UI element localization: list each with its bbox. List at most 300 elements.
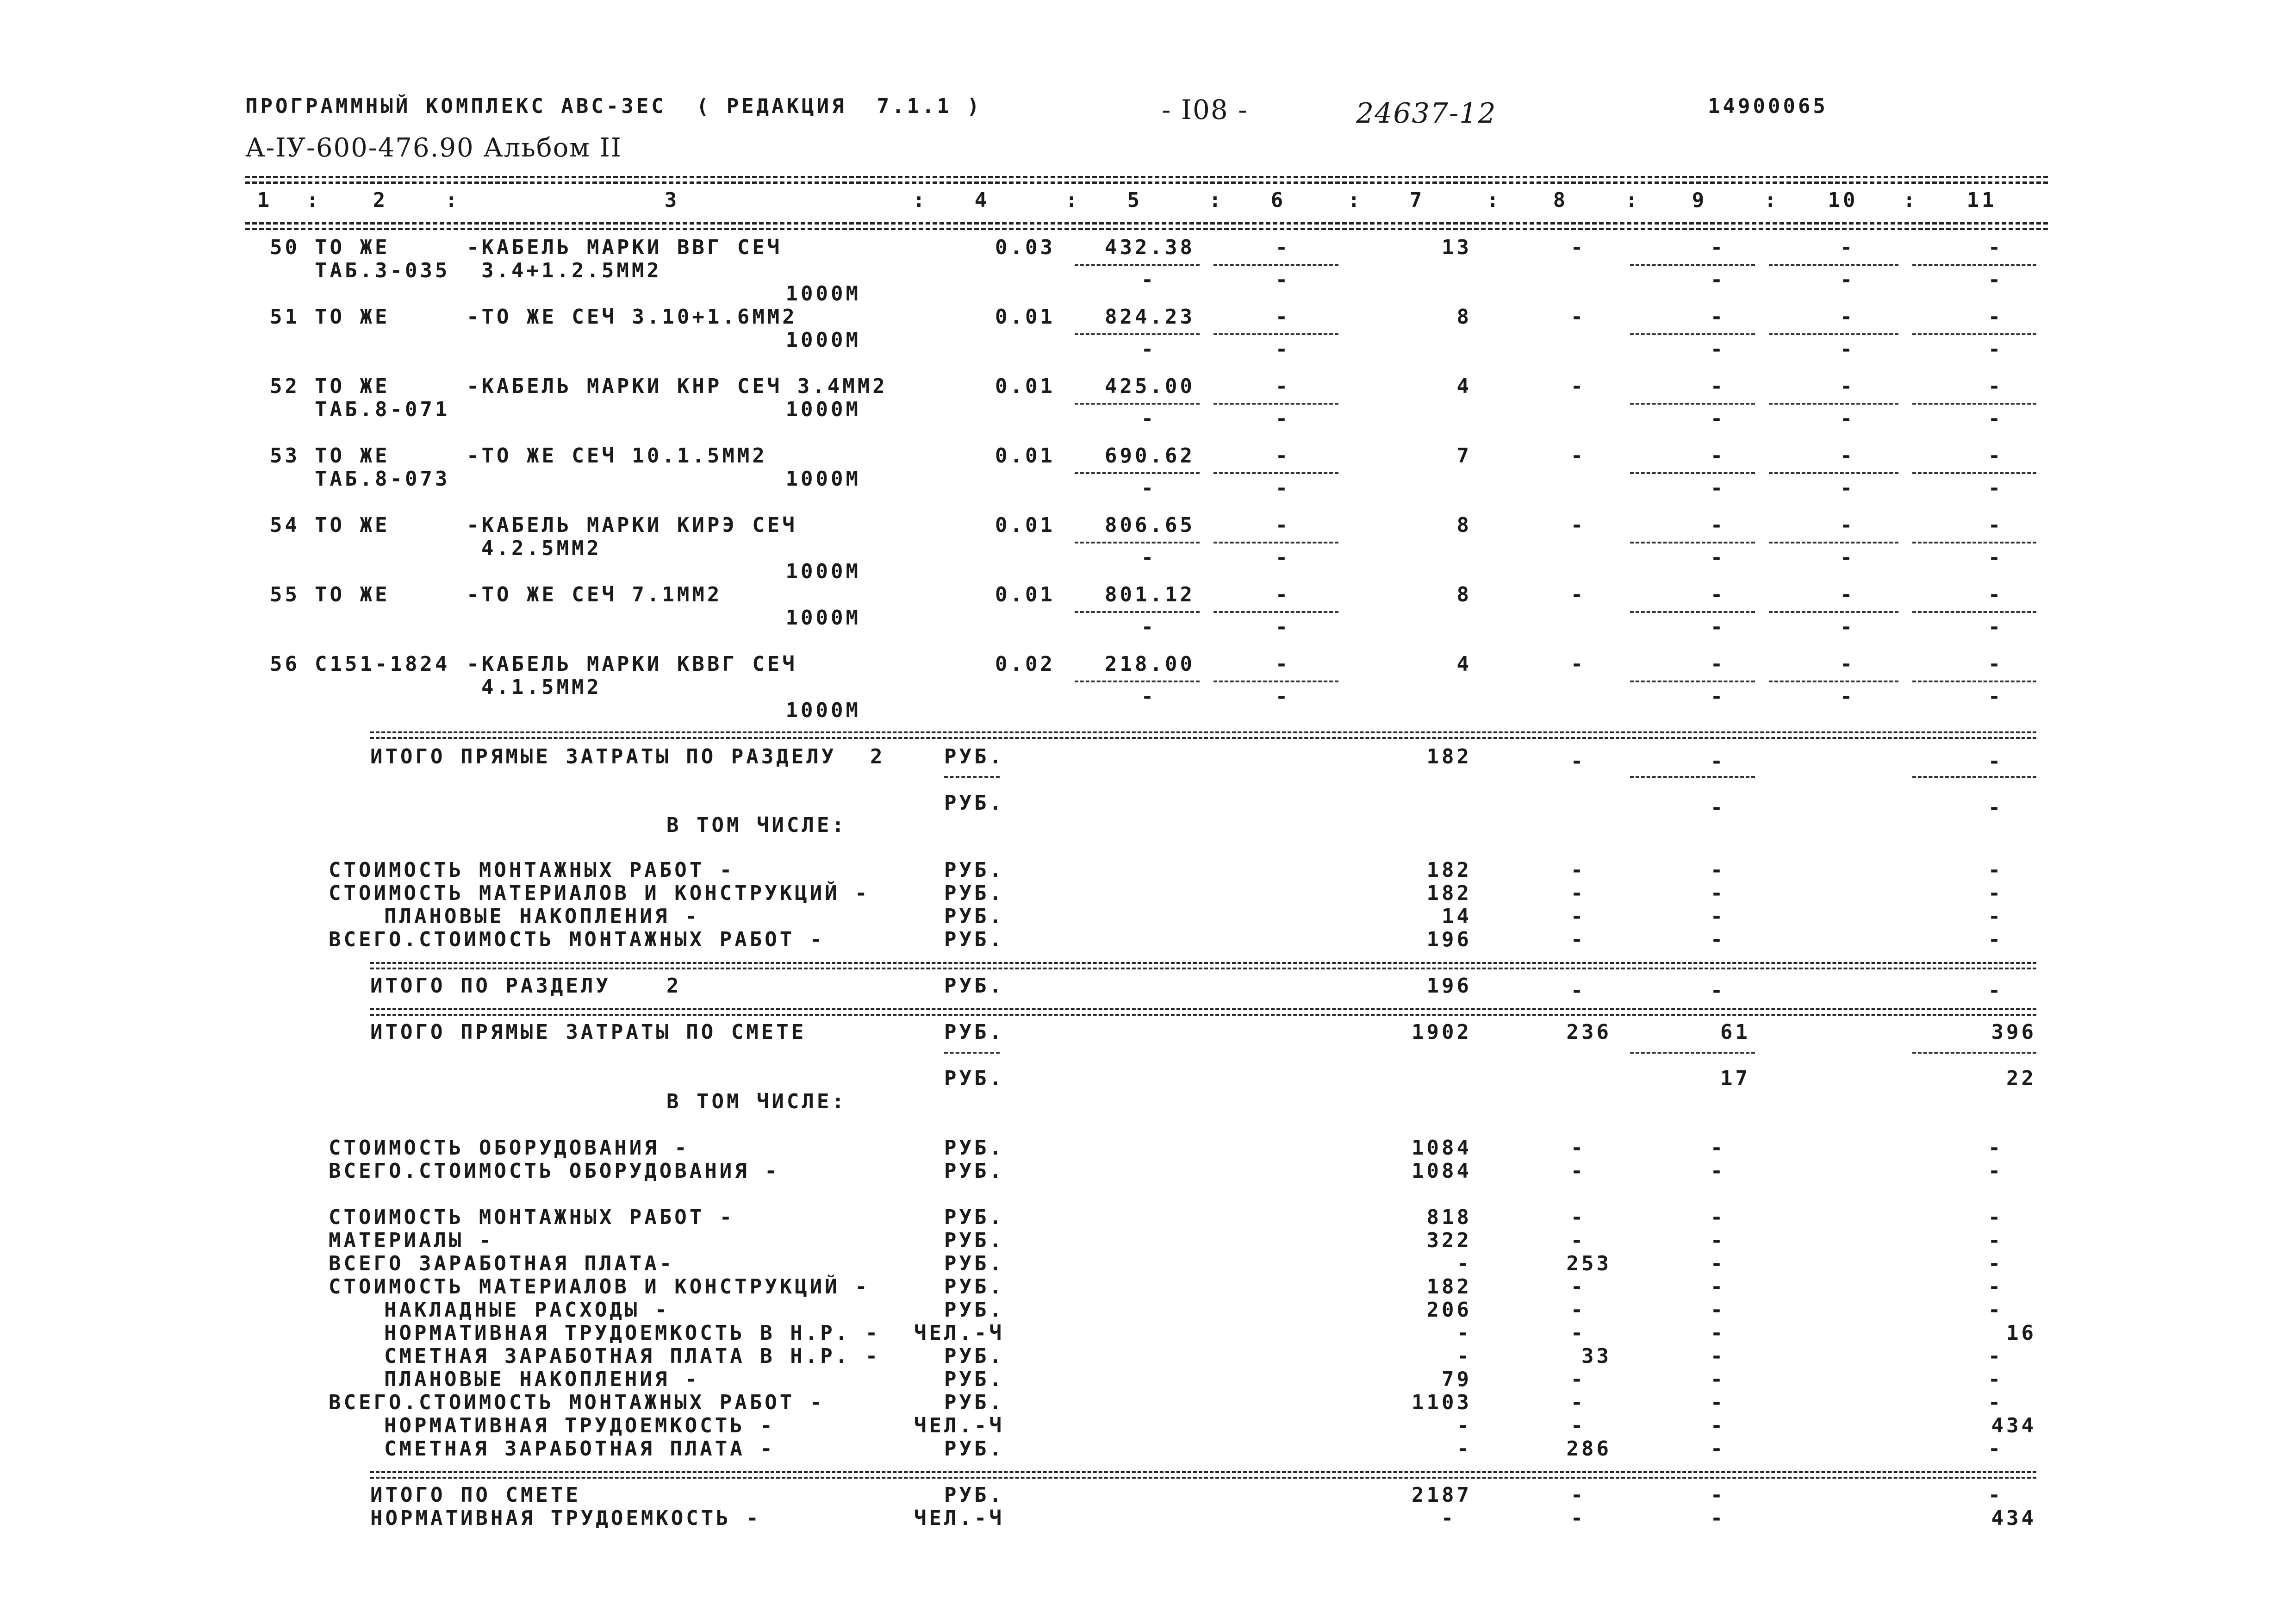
row-col10: - bbox=[1840, 652, 1855, 676]
row-col9: - bbox=[1710, 305, 1726, 329]
section-rule bbox=[1630, 776, 1755, 778]
handwritten-code: 24637-12 bbox=[1356, 97, 1497, 130]
program-header: ПРОГРАММНЫЙ КОМПЛЕКС АВС-3ЕС ( РЕДАКЦИЯ 7.1.1 ) bbox=[245, 94, 983, 118]
section-dash: - bbox=[1570, 979, 1586, 1002]
header-bottom-rule-2 bbox=[245, 228, 2048, 230]
row-col11: - bbox=[1988, 375, 2004, 398]
row-quantity: 0.02 bbox=[995, 652, 1055, 676]
row-unit: 1000М bbox=[785, 560, 861, 583]
estimate-line-col9: - bbox=[1710, 1252, 1726, 1275]
row-unit-price: 425.00 bbox=[1105, 375, 1195, 398]
estimate-line-col7: - bbox=[1456, 1414, 1472, 1437]
row-subtotal-rule bbox=[1075, 472, 1200, 474]
estimate-line-unit: РУБ. bbox=[944, 1275, 1004, 1299]
row-dash: - bbox=[1275, 615, 1291, 639]
row-subtotal-rule bbox=[1912, 611, 2036, 613]
row-col10: - bbox=[1840, 375, 1855, 398]
row-subtotal-rule bbox=[1769, 681, 1898, 682]
row-col8: - bbox=[1570, 236, 1586, 259]
row-unit-price: 432.38 bbox=[1105, 236, 1195, 259]
row-dash: - bbox=[1988, 268, 2004, 292]
estimate-line-col7: 1084 bbox=[1412, 1136, 1472, 1160]
estimate-line-col11: - bbox=[1988, 1275, 2004, 1299]
row-unit-price: 690.62 bbox=[1105, 444, 1195, 468]
estimate-line-unit: ЧЕЛ.-Ч bbox=[914, 1321, 1004, 1345]
column-header-9: 9 bbox=[1692, 188, 1707, 212]
row-col9: - bbox=[1710, 513, 1726, 537]
section-total-rule bbox=[370, 968, 2036, 969]
row-reference: ТО ЖЕ bbox=[315, 375, 390, 398]
row-col11: - bbox=[1988, 583, 2004, 606]
row-number: 50 bbox=[270, 236, 300, 259]
estimate-line-unit: РУБ. bbox=[944, 1136, 1004, 1160]
column-separator: : bbox=[1487, 188, 1502, 212]
row-subtotal-rule bbox=[1213, 264, 1338, 266]
row-col6: - bbox=[1275, 444, 1291, 468]
row-unit-price: 824.23 bbox=[1105, 305, 1195, 329]
estimate-direct-col11: 396 bbox=[1991, 1020, 2036, 1044]
section-line-col7: 14 bbox=[1442, 905, 1472, 928]
section-rule bbox=[1912, 776, 2036, 778]
row-col7: 8 bbox=[1456, 583, 1472, 606]
estimate-line-col8: - bbox=[1570, 1391, 1586, 1414]
section-line-col7: 182 bbox=[1426, 881, 1472, 905]
row-unit: 1000М bbox=[785, 328, 861, 352]
row-number: 51 bbox=[270, 305, 300, 329]
estimate-line-unit: РУБ. bbox=[944, 1344, 1004, 1368]
section-total-num: 2 bbox=[666, 974, 682, 998]
estimate-including: В ТОМ ЧИСЛЕ: bbox=[666, 1090, 847, 1113]
section-line-unit: РУБ. bbox=[944, 905, 1004, 928]
estimate-line-col8: - bbox=[1570, 1275, 1586, 1299]
estimate-line-col7: 79 bbox=[1442, 1368, 1472, 1391]
column-header-7: 7 bbox=[1409, 188, 1425, 212]
row-quantity: 0.01 bbox=[995, 375, 1055, 398]
section-total-unit: РУБ. bbox=[944, 974, 1004, 998]
row-subtotal-rule bbox=[1630, 403, 1755, 405]
section-line-col11: - bbox=[1988, 928, 2004, 951]
row-number: 52 bbox=[270, 375, 300, 398]
row-dash: - bbox=[1840, 615, 1855, 639]
row-subtotal-rule bbox=[1213, 403, 1338, 405]
row-unit: 1000М bbox=[785, 398, 861, 421]
estimate-line-unit: ЧЕЛ.-Ч bbox=[914, 1414, 1004, 1437]
section-direct-num: 2 bbox=[870, 745, 885, 768]
row-subtotal-rule bbox=[1075, 542, 1200, 543]
row-subtotal-rule bbox=[1912, 264, 2036, 266]
row-col8: - bbox=[1570, 652, 1586, 676]
section-line-col11: - bbox=[1988, 881, 2004, 905]
row-table-ref: ТАБ.8-071 bbox=[315, 398, 450, 421]
row-col9: - bbox=[1710, 583, 1726, 606]
row-table-ref: ТАБ.8-073 bbox=[315, 467, 450, 491]
row-subtotal-rule bbox=[1769, 542, 1898, 543]
estimate-total-col11: - bbox=[1988, 1483, 2004, 1507]
estimate-labor-unit: ЧЕЛ.-Ч bbox=[914, 1506, 1004, 1530]
header-bottom-rule bbox=[245, 222, 2048, 225]
row-col11: - bbox=[1988, 444, 2004, 468]
row-col6: - bbox=[1275, 652, 1291, 676]
row-dash: - bbox=[1710, 407, 1726, 431]
column-header-4: 4 bbox=[974, 188, 990, 212]
estimate-line-unit: РУБ. bbox=[944, 1298, 1004, 1322]
row-dash: - bbox=[1988, 407, 2004, 431]
section-line-col11: - bbox=[1988, 905, 2004, 928]
row-subtotal-rule bbox=[1213, 472, 1338, 474]
estimate-line-unit: РУБ. bbox=[944, 1368, 1004, 1391]
estimate-line-col7: - bbox=[1456, 1252, 1472, 1275]
row-number: 55 bbox=[270, 583, 300, 606]
column-header-8: 8 bbox=[1553, 188, 1568, 212]
row-col10: - bbox=[1840, 513, 1855, 537]
section-direct-label: ИТОГО ПРЯМЫЕ ЗАТРАТЫ ПО РАЗДЕЛУ bbox=[370, 745, 837, 768]
section-line-col8: - bbox=[1570, 881, 1586, 905]
estimate-line-label: ВСЕГО.СТОИМОСТЬ МОНТАЖНЫХ РАБОТ - bbox=[329, 1391, 825, 1414]
row-dash: - bbox=[1141, 685, 1157, 708]
estimate-line-label: ВСЕГО ЗАРАБОТНАЯ ПЛАТА- bbox=[329, 1252, 675, 1275]
row-dash: - bbox=[1710, 268, 1726, 292]
column-separator: : bbox=[913, 188, 928, 212]
estimate-line-col9: - bbox=[1710, 1159, 1726, 1183]
section-line-unit: РУБ. bbox=[944, 858, 1004, 882]
row-subtotal-rule bbox=[1075, 681, 1200, 682]
estimate-line-label: ПЛАНОВЫЕ НАКОПЛЕНИЯ - bbox=[384, 1368, 700, 1391]
column-separator: : bbox=[445, 188, 460, 212]
estimate-line-col11: - bbox=[1988, 1136, 2004, 1160]
row-quantity: 0.01 bbox=[995, 513, 1055, 537]
row-subtotal-rule bbox=[1630, 333, 1755, 335]
estimate-direct-label: ИТОГО ПРЯМЫЕ ЗАТРАТЫ ПО СМЕТЕ bbox=[370, 1020, 807, 1044]
estimate-line-label: ВСЕГО.СТОИМОСТЬ ОБОРУДОВАНИЯ - bbox=[329, 1159, 780, 1183]
row-subtotal-rule bbox=[1769, 264, 1898, 266]
estimate-line-col11: - bbox=[1988, 1437, 2004, 1461]
row-dash: - bbox=[1988, 546, 2004, 569]
section-direct-total: 182 bbox=[1426, 745, 1472, 768]
estimate-line-col8: - bbox=[1570, 1414, 1586, 1437]
column-separator: : bbox=[1625, 188, 1641, 212]
estimate-line-label: СТОИМОСТЬ МОНТАЖНЫХ РАБОТ - bbox=[329, 1206, 735, 1229]
column-header-10: 10 bbox=[1828, 188, 1858, 212]
estimate-rule bbox=[1912, 1052, 2036, 1054]
row-dash: - bbox=[1710, 546, 1726, 569]
estimate-line-unit: РУБ. bbox=[944, 1252, 1004, 1275]
estimate-line-col9: - bbox=[1710, 1414, 1726, 1437]
estimate-line-unit: РУБ. bbox=[944, 1437, 1004, 1461]
section-line-col9: - bbox=[1710, 881, 1726, 905]
estimate-line-col9: - bbox=[1710, 1206, 1726, 1229]
estimate-line-col11: - bbox=[1988, 1298, 2004, 1322]
estimate-line-col7: - bbox=[1456, 1344, 1472, 1368]
row-unit: 1000М bbox=[785, 606, 861, 630]
row-dash: - bbox=[1710, 685, 1726, 708]
estimate-line-col7: 182 bbox=[1426, 1275, 1472, 1299]
section-dash: - bbox=[1988, 979, 2004, 1002]
section-direct-unit: РУБ. bbox=[944, 745, 1004, 768]
row-unit: 1000М bbox=[785, 467, 861, 491]
row-dash: - bbox=[1141, 268, 1157, 292]
row-unit: 1000М bbox=[785, 699, 861, 722]
row-subtotal-rule bbox=[1912, 333, 2036, 335]
row-table-ref: ТАБ.3-035 bbox=[315, 259, 450, 282]
row-unit: 1000М bbox=[785, 282, 861, 306]
section-line-col9: - bbox=[1710, 858, 1726, 882]
row-subtotal-rule bbox=[1075, 333, 1200, 335]
row-number: 56 bbox=[270, 652, 300, 676]
estimate-direct-col9: 61 bbox=[1720, 1020, 1750, 1044]
row-subtotal-rule bbox=[1075, 264, 1200, 266]
estimate-line-col9: - bbox=[1710, 1437, 1726, 1461]
row-number: 54 bbox=[270, 513, 300, 537]
doc-code: 14900065 bbox=[1708, 94, 1828, 118]
estimate-line-label: СМЕТНАЯ ЗАРАБОТНАЯ ПЛАТА В Н.Р. - bbox=[384, 1344, 881, 1368]
estimate-line-label: НОРМАТИВНАЯ ТРУДОЕМКОСТЬ - bbox=[384, 1414, 775, 1437]
estimate-total-col8: - bbox=[1570, 1483, 1586, 1507]
row-dash: - bbox=[1141, 615, 1157, 639]
row-col8: - bbox=[1570, 305, 1586, 329]
row-subtotal-rule bbox=[1630, 264, 1755, 266]
estimate-line-label: НАКЛАДНЫЕ РАСХОДЫ - bbox=[384, 1298, 670, 1322]
row-dash: - bbox=[1141, 476, 1157, 500]
row-quantity: 0.01 bbox=[995, 444, 1055, 468]
row-col10: - bbox=[1840, 305, 1855, 329]
row-col9: - bbox=[1710, 652, 1726, 676]
row-dash: - bbox=[1710, 615, 1726, 639]
row-quantity: 0.03 bbox=[995, 236, 1055, 259]
estimate-line-col11: 16 bbox=[2006, 1321, 2036, 1345]
estimate-line-col8: - bbox=[1570, 1229, 1586, 1252]
column-separator: : bbox=[1209, 188, 1224, 212]
section-including: В ТОМ ЧИСЛЕ: bbox=[666, 813, 847, 837]
column-header-6: 6 bbox=[1270, 188, 1286, 212]
row-description: -ТО ЖЕ СЕЧ 7.1ММ2 bbox=[467, 583, 722, 606]
row-col11: - bbox=[1988, 305, 2004, 329]
row-dash: - bbox=[1988, 476, 2004, 500]
row-subtotal-rule bbox=[1075, 403, 1200, 405]
section-dash: - bbox=[1988, 750, 2004, 773]
row-dash: - bbox=[1275, 546, 1291, 569]
section-line-col9: - bbox=[1710, 905, 1726, 928]
estimate-line-unit: РУБ. bbox=[944, 1206, 1004, 1229]
estimate-line-col7: - bbox=[1456, 1437, 1472, 1461]
row-description-2: 4.2.5ММ2 bbox=[481, 537, 602, 560]
estimate-direct-unit: РУБ. bbox=[944, 1020, 1004, 1044]
estimate-line-col11: 434 bbox=[1991, 1414, 2036, 1437]
row-dash: - bbox=[1275, 685, 1291, 708]
row-subtotal-rule bbox=[1630, 611, 1755, 613]
section-rule bbox=[944, 776, 1000, 778]
estimate-labor-col9: - bbox=[1710, 1506, 1726, 1530]
estimate-line-col7: 322 bbox=[1426, 1229, 1472, 1252]
estimate-labor-col11: 434 bbox=[1991, 1506, 2036, 1530]
row-dash: - bbox=[1840, 685, 1855, 708]
row-dash: - bbox=[1840, 407, 1855, 431]
estimate-line-col9: - bbox=[1710, 1275, 1726, 1299]
section-line-unit: РУБ. bbox=[944, 928, 1004, 951]
estimate-line-label: СТОИМОСТЬ МАТЕРИАЛОВ И КОНСТРУКЦИЙ - bbox=[329, 1275, 870, 1299]
row-col9: - bbox=[1710, 236, 1726, 259]
row-dash: - bbox=[1988, 685, 2004, 708]
estimate-line-col7: 1103 bbox=[1412, 1391, 1472, 1414]
section-line-label: ВСЕГО.СТОИМОСТЬ МОНТАЖНЫХ РАБОТ - bbox=[329, 928, 825, 951]
estimate-line-col7: 818 bbox=[1426, 1206, 1472, 1229]
estimate-labor-label: НОРМАТИВНАЯ ТРУДОЕМКОСТЬ - bbox=[370, 1506, 761, 1530]
estimate-line-unit: РУБ. bbox=[944, 1229, 1004, 1252]
section-rule bbox=[370, 737, 2036, 739]
row-dash: - bbox=[1840, 476, 1855, 500]
row-col6: - bbox=[1275, 236, 1291, 259]
estimate-direct2-col9: 17 bbox=[1720, 1067, 1750, 1090]
row-description: -ТО ЖЕ СЕЧ 10.1.5ММ2 bbox=[467, 444, 767, 468]
row-col7: 4 bbox=[1456, 375, 1472, 398]
row-col11: - bbox=[1988, 513, 2004, 537]
estimate-line-col9: - bbox=[1710, 1344, 1726, 1368]
row-dash: - bbox=[1275, 268, 1291, 292]
row-subtotal-rule bbox=[1213, 333, 1338, 335]
row-dash: - bbox=[1141, 337, 1157, 361]
estimate-total-unit: РУБ. bbox=[944, 1483, 1004, 1507]
section-line-col9: - bbox=[1710, 928, 1726, 951]
estimate-rule bbox=[944, 1052, 1000, 1054]
section-line-col8: - bbox=[1570, 905, 1586, 928]
section-line-col8: - bbox=[1570, 928, 1586, 951]
row-subtotal-rule bbox=[1769, 472, 1898, 474]
estimate-line-col8: - bbox=[1570, 1298, 1586, 1322]
section-dash: - bbox=[1710, 979, 1726, 1002]
section-total-rule bbox=[370, 962, 2036, 964]
estimate-total-col7: 2187 bbox=[1412, 1483, 1472, 1507]
estimate-line-col11: - bbox=[1988, 1368, 2004, 1391]
row-col7: 8 bbox=[1456, 305, 1472, 329]
row-quantity: 0.01 bbox=[995, 305, 1055, 329]
column-separator: : bbox=[306, 188, 322, 212]
column-separator: : bbox=[1348, 188, 1363, 212]
row-col7: 4 bbox=[1456, 652, 1472, 676]
section-line-label: СТОИМОСТЬ МОНТАЖНЫХ РАБОТ - bbox=[329, 858, 735, 882]
column-separator: : bbox=[1065, 188, 1081, 212]
row-col6: - bbox=[1275, 375, 1291, 398]
row-description: -ТО ЖЕ СЕЧ 3.10+1.6ММ2 bbox=[467, 305, 797, 329]
row-dash: - bbox=[1275, 407, 1291, 431]
row-col10: - bbox=[1840, 444, 1855, 468]
row-quantity: 0.01 bbox=[995, 583, 1055, 606]
section-line-col7: 196 bbox=[1426, 928, 1472, 951]
estimate-direct-col7: 1902 bbox=[1412, 1020, 1472, 1044]
row-col9: - bbox=[1710, 375, 1726, 398]
row-description: -КАБЕЛЬ МАРКИ КНР СЕЧ 3.4ММ2 bbox=[467, 375, 888, 398]
column-separator: : bbox=[1764, 188, 1780, 212]
row-col8: - bbox=[1570, 513, 1586, 537]
row-dash: - bbox=[1141, 407, 1157, 431]
section-line-col11: - bbox=[1988, 858, 2004, 882]
row-col7: 8 bbox=[1456, 513, 1472, 537]
row-col6: - bbox=[1275, 583, 1291, 606]
row-col8: - bbox=[1570, 583, 1586, 606]
section-line-col8: - bbox=[1570, 858, 1586, 882]
row-subtotal-rule bbox=[1630, 681, 1755, 682]
column-header-2: 2 bbox=[373, 188, 388, 212]
row-subtotal-rule bbox=[1075, 611, 1200, 613]
row-col7: 7 bbox=[1456, 444, 1472, 468]
column-header-1: 1 bbox=[257, 188, 273, 212]
row-reference: ТО ЖЕ bbox=[315, 583, 390, 606]
estimate-line-col8: - bbox=[1570, 1368, 1586, 1391]
estimate-line-col11: - bbox=[1988, 1252, 2004, 1275]
row-dash: - bbox=[1840, 268, 1855, 292]
estimate-labor-col7: - bbox=[1441, 1506, 1456, 1530]
estimate-line-col11: - bbox=[1988, 1391, 2004, 1414]
estimate-total-col9: - bbox=[1710, 1483, 1726, 1507]
estimate-line-col9: - bbox=[1710, 1229, 1726, 1252]
row-description: -КАБЕЛЬ МАРКИ ВВГ СЕЧ bbox=[467, 236, 783, 259]
row-number: 53 bbox=[270, 444, 300, 468]
row-reference: ТО ЖЕ bbox=[315, 305, 390, 329]
row-col8: - bbox=[1570, 444, 1586, 468]
row-col10: - bbox=[1840, 583, 1855, 606]
estimate-line-col11: - bbox=[1988, 1206, 2004, 1229]
row-dash: - bbox=[1275, 337, 1291, 361]
row-reference: С151-1824 bbox=[315, 652, 450, 676]
estimate-line-col9: - bbox=[1710, 1136, 1726, 1160]
row-reference: ТО ЖЕ bbox=[315, 236, 390, 259]
section-total-label: ИТОГО ПО РАЗДЕЛУ bbox=[370, 974, 611, 998]
row-col7: 13 bbox=[1442, 236, 1472, 259]
estimate-rule bbox=[370, 1008, 2036, 1010]
row-subtotal-rule bbox=[1912, 472, 2036, 474]
row-description: -КАБЕЛЬ МАРКИ КВВГ СЕЧ bbox=[467, 652, 797, 676]
row-col10: - bbox=[1840, 236, 1855, 259]
row-col6: - bbox=[1275, 305, 1291, 329]
header-top-rule-2 bbox=[245, 181, 2048, 184]
row-dash: - bbox=[1141, 546, 1157, 569]
section-dash: - bbox=[1710, 796, 1726, 819]
section-line-col7: 182 bbox=[1426, 858, 1472, 882]
estimate-line-label: МАТЕРИАЛЫ - bbox=[329, 1229, 494, 1252]
estimate-line-col8: - bbox=[1570, 1159, 1586, 1183]
column-header-5: 5 bbox=[1127, 188, 1143, 212]
estimate-line-col11: - bbox=[1988, 1229, 2004, 1252]
estimate-line-unit: РУБ. bbox=[944, 1159, 1004, 1183]
estimate-line-col8: - bbox=[1570, 1206, 1586, 1229]
row-dash: - bbox=[1988, 615, 2004, 639]
row-unit-price: 806.65 bbox=[1105, 513, 1195, 537]
column-header-3: 3 bbox=[664, 188, 680, 212]
row-subtotal-rule bbox=[1769, 611, 1898, 613]
row-unit-price: 218.00 bbox=[1105, 652, 1195, 676]
estimate-rule bbox=[1630, 1052, 1755, 1054]
estimate-line-col9: - bbox=[1710, 1391, 1726, 1414]
column-header-11: 11 bbox=[1966, 188, 1997, 212]
section-total-value: 196 bbox=[1426, 974, 1472, 998]
row-col11: - bbox=[1988, 236, 2004, 259]
row-subtotal-rule bbox=[1912, 681, 2036, 682]
estimate-total-rule bbox=[370, 1477, 2036, 1479]
page-number: - I08 - bbox=[1162, 94, 1248, 125]
estimate-line-col8: 286 bbox=[1566, 1437, 1612, 1461]
row-reference: ТО ЖЕ bbox=[315, 513, 390, 537]
row-subtotal-rule bbox=[1213, 611, 1338, 613]
row-subtotal-rule bbox=[1912, 403, 2036, 405]
row-dash: - bbox=[1988, 337, 2004, 361]
estimate-line-col8: - bbox=[1570, 1136, 1586, 1160]
estimate-line-col8: 33 bbox=[1581, 1344, 1612, 1368]
estimate-rule bbox=[370, 1014, 2036, 1016]
section-dash: - bbox=[1710, 750, 1726, 773]
estimate-line-label: СТОИМОСТЬ ОБОРУДОВАНИЯ - bbox=[329, 1136, 690, 1160]
row-subtotal-rule bbox=[1769, 403, 1898, 405]
row-dash: - bbox=[1275, 476, 1291, 500]
row-col8: - bbox=[1570, 375, 1586, 398]
estimate-line-col7: - bbox=[1456, 1321, 1472, 1345]
